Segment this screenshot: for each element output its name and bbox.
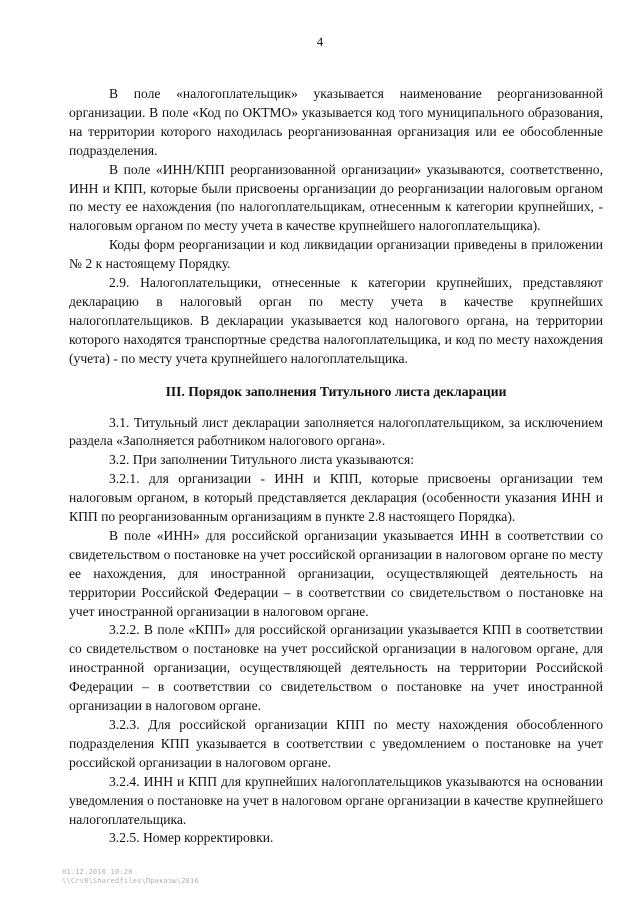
stamp-line-path: \\Сrv8\Sharedfiles\Приказы\2016 [62,877,199,885]
section-heading: III. Порядок заполнения Титульного листа декларации [165,383,507,399]
paragraph-3-2-3: 3.2.3. Для российской организации КПП по месту нахождения обособленного подразделения КПП указывается в соответствии с уведомлением о постановке на учет российской организации в налоговом органе. [69,717,603,770]
paragraph-3-2-2: 3.2.2. В поле «КПП» для российской организации указывается КПП в соответствии со свидетельством о постановке на учет российской организации в налоговом органе, для иностранной организации, осуществляющей деятельность на территории Российской Федерации – в соответствии со свидетельством о постановке на учет иностранной организации в налоговом органе. [69,622,603,714]
paragraph-2-9: 2.9. Налогоплательщики, отнесенные к категории крупнейших, представляют декларацию в налоговый орган по месту учета в качестве крупнейших налогоплательщиков. В декларации указывается код налогового органа, на территории которого находятся транспортные средства налогоплательщика, и код по месту нахождения (учета) - по месту учета крупнейшего налогоплательщика. [69,275,603,366]
paragraph-3-2-5: 3.2.5. Номер корректировки. [109,830,274,846]
paragraph-3-2-1: 3.2.1. для организации - ИНН и КПП, которые присвоены организации тем налоговым органом, в который представляется декларация (особенности указания ИНН и КПП по реорганизованным организациям в пункте 2.8 настоящего Порядка). [69,471,603,525]
paragraph-reorganization-codes: Коды форм реорганизации и код ликвидации организации приведены в приложении № 2 к настоящему Порядку. [69,237,603,272]
paragraph-inn-field: В поле «ИНН» для российской организации указывается ИНН в соответствии со свидетельством о постановке на учет российской организации в налоговом органе по месту ее нахождения, для иностранной организации, осуществляющей деятельность на территории Российской Федерации – в соответствии со свидетельством о постановке на учет иностранной организации в налоговом органе. [69,527,603,619]
page-number: 4 [316,34,324,49]
paragraph-taxpayer-field: В поле «налогоплательщик» указывается наименование реорганизованной организации. В поле «Код по ОКТМО» указывается код того муниципального образования, на территории которого находилась реорганизованная организация или ее обособленные подразделения. [69,86,603,158]
paragraph-3-1: 3.1. Титульный лист декларации заполняется налогоплательщиком, за исключением раздела «Заполняется работником налогового органа». [69,414,603,449]
stamp-line-date: 01.12.2016 10:20 [62,868,133,876]
paragraph-3-2-4: 3.2.4. ИНН и КПП для крупнейших налогоплательщиков указываются на основании уведомления о постановке на учет в налоговом органе организации в качестве крупнейшего налогоплательщика. [69,773,603,827]
paragraph-3-2: 3.2. При заполнении Титульного листа указываются: [109,452,414,468]
paragraph-inn-kpp-reorganized: В поле «ИНН/КПП реорганизованной организации» указываются, соответственно, ИНН и КПП, которые были присвоены организации до реорганизации налоговым органом по месту ее нахождения (по налогоплательщикам, отнесенным к категории крупнейших, - налоговым органом по месту учета в качестве крупнейшего налогоплательщика). [69,161,603,234]
print-stamp [62,868,199,886]
document-body [69,85,603,848]
